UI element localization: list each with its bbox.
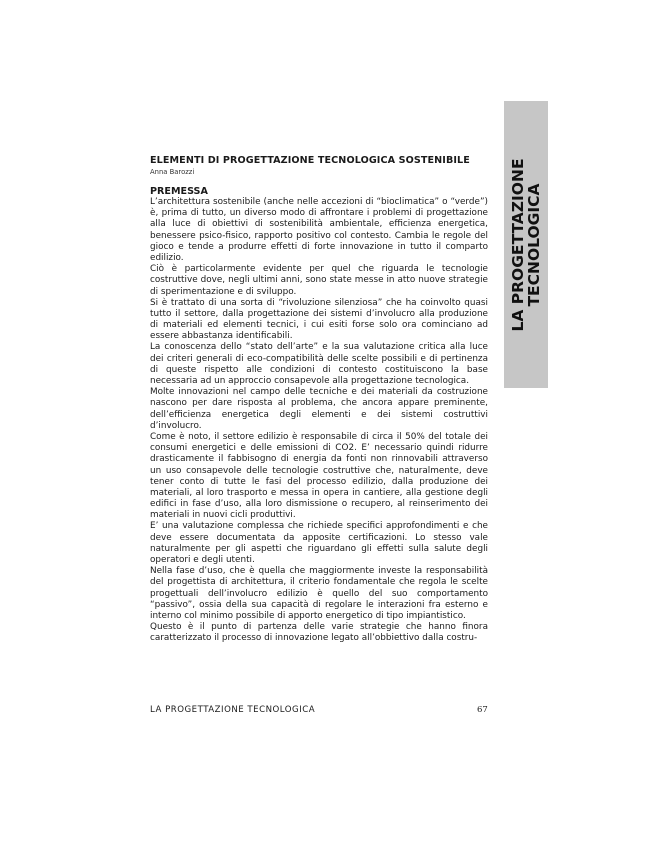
footer-section-title: LA PROGETTAZIONE TECNOLOGICA: [150, 705, 316, 715]
side-tab: [504, 101, 548, 388]
body-text: [150, 197, 488, 645]
side-tab-line-2: TECNOLOGICA: [525, 182, 543, 307]
paragraph: Si è trattato di una sorta di “rivoluzione silenziosa” che ha coinvolto quasi tutto il settore, dalla progettazione dei sistemi d’involucro alla produzione di materiali ed elementi tecnici, i cui esiti forse solo ora cominciano ad essere abbastanza identificabili.: [150, 297, 488, 342]
article-title: ELEMENTI DI PROGETTAZIONE TECNOLOGICA SOSTENIBILE: [150, 155, 470, 166]
side-tab-label: [510, 158, 542, 331]
paragraph: Questo è il punto di partenza delle varie strategie che hanno finora caratterizzato il processo di innovazione legato all’obbiettivo dalla costru-: [150, 622, 488, 644]
paragraph: Nella fase d’uso, che è quella che maggiormente investe la responsabilità del progettista di architettura, il criterio fondamentale che regola le scelte progettuali dell’involucro edilizio è quello del suo comportamento “passivo”, ossia della sua capacità di regolare le interazioni fra esterno e interno col minimo possibile di apporto energetico di tipo impiantistico.: [150, 566, 488, 621]
section-heading: PREMESSA: [150, 186, 208, 197]
author-name: Anna Barozzi: [150, 168, 195, 176]
paragraph: La conoscenza dello “stato dell’arte” e la sua valutazione critica alla luce dei criteri generali di eco-compatibilità delle scelte possibili e di pertinenza di queste rispetto alle condizioni di contesto costituiscono la base necessaria ad un approccio consapevole alla progettazione tecnologica.: [150, 342, 488, 386]
paragraph: E’ una valutazione complessa che richiede specifici approfondimenti e che deve essere documentata da apposite certificazioni. Lo stesso vale naturalmente per gli aspetti che riguardano gli effetti sulla salute degli operatori e degli utenti.: [150, 521, 488, 565]
side-tab-line-1: LA PROGETTAZIONE: [509, 157, 527, 332]
paragraph: Molte innovazioni nel campo delle tecniche e dei materiali da costruzione nascono per dare risposta al problema, che ancora appare preminente, dell’efficienza energetica degli elementi e dei sistemi costruttivi d’involucro.: [150, 387, 488, 431]
page-number: 67: [477, 705, 488, 715]
paragraph: Ciò è particolarmente evidente per quel che riguarda le tecnologie costruttive dove, negli ultimi anni, sono state messe in atto nuove strategie di sperimentazione e di sviluppo.: [150, 264, 488, 297]
paragraph: Come è noto, il settore edilizio è responsabile di circa il 50% del totale dei consumi energetici e delle emissioni di CO2. E’ necessario quindi ridurre drasticamente il fabbisogno di energia da fonti non rinnovabili attraverso un uso consapevole delle tecnologie costruttive che, naturalmente, deve tener conto di tutte le fasi del processo edilizio, dalla produzione dei materiali, al loro trasporto e messa in opera in cantiere, alla gestione degli edifici in fase d’uso, alla loro dismissione o recupero, al reinserimento dei materiali in nuovi cicli produttivi.: [150, 431, 488, 521]
paragraph: L’architettura sostenibile (anche nelle accezioni di “bioclimatica” o “verde”) è, prima di tutto, un diverso modo di affrontare i problemi di progettazione alla luce di obiettivi di sostenibilità ambientale, efficienza energetica, benessere psico-fisico, rapporto positivo col contesto. Cambia le regole del gioco e tende a produrre effetti di forte innovazione in tutto il comparto edilizio.: [150, 197, 488, 263]
